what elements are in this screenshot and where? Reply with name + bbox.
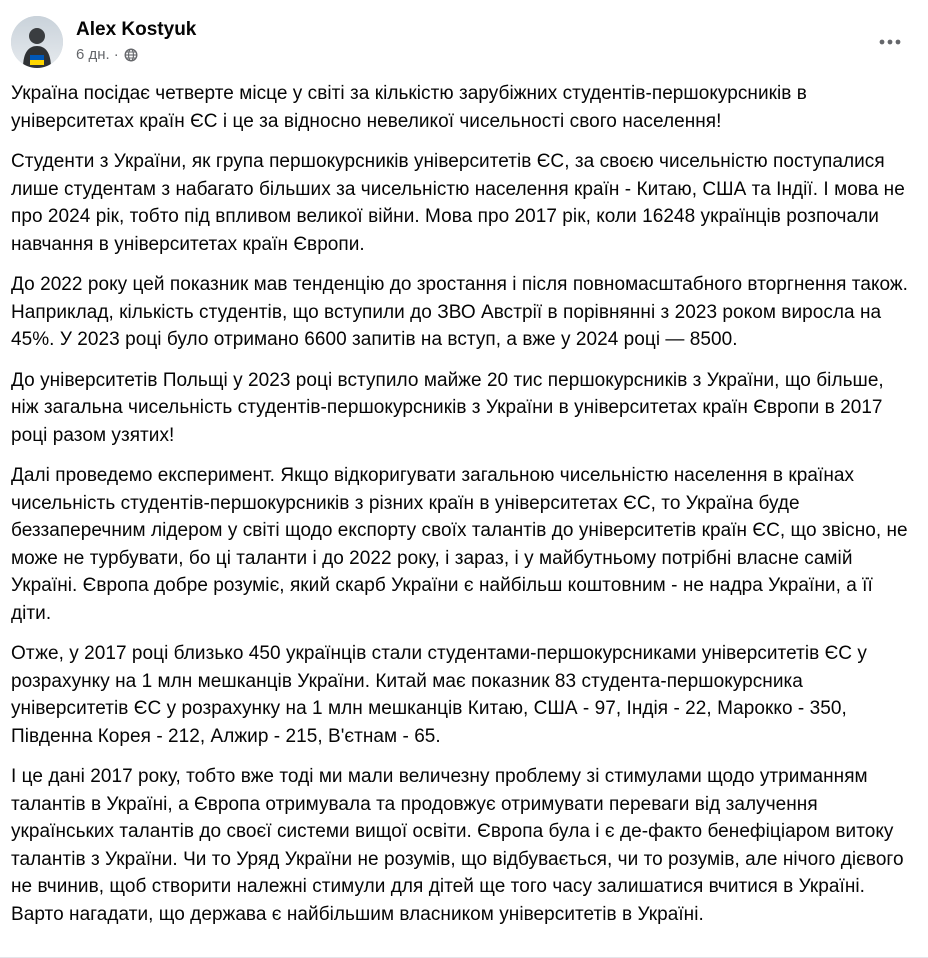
post-paragraph-6: Отже, у 2017 році близько 450 українців стали студентами-першокурсниками університетів ЄС у розрахунку на 1 млн мешканців України. Китай має показник 83 студента-першокурсника університетів ЄС у розрахунку на 1 млн мешканців Китаю, США - 97, Індія - 22, Марокко - 350, Південна Корея - 212, Алжир - 215, В'єтнам - 65. xyxy=(11,643,867,747)
author-avatar[interactable] xyxy=(11,16,63,68)
author-name[interactable]: Alex Kostyuk xyxy=(76,19,197,40)
post-paragraph-2: Студенти з України, як група першокурсників університетів ЄС, за своєю чисельністю поступалися лише студентам з набагато більших за чисельністю населення країн - Китаю, США та Індії. І мова не про 2024 рік, тобто під впливом великої війни. Мова про 2017 рік, коли 16248 українців розпочали навчання в університетах країн Європи. xyxy=(11,151,905,255)
post-meta xyxy=(76,46,138,64)
post-text xyxy=(11,80,911,941)
more-horizontal-icon xyxy=(879,39,901,45)
post-timestamp[interactable]: 6 дн. xyxy=(76,46,110,63)
post-paragraph-4: До університетів Польщі у 2023 році вступило майже 20 тис першокурсників з України, що більше, ніж загальна чисельність студентів-першокурсників з України в університетах країн Європи в 2017 році разом узятих! xyxy=(11,369,884,446)
post-paragraph-1: Україна посідає четверте місце у світі за кількістю зарубіжних студентів-першокурсників в університетах країн ЄС і це за відносно невеликої чисельності свого населення! xyxy=(11,83,807,132)
post-header xyxy=(11,16,908,68)
avatar-photo xyxy=(11,16,63,68)
post-paragraph-3: До 2022 року цей показник мав тенденцію до зростання і після повномасштабного вторгнення також. Наприклад, кількість студентів, що вступили до ЗВО Австрії в порівнянні з 2023 роком виросла на 45%. У 2023 році було отримано 6600 запитів на вступ, а вже у 2024 році — 8500. xyxy=(11,274,909,350)
post-paragraph-7: І це дані 2017 року, тобто вже тоді ми мали величезну проблему зі стимулами щодо утриманням талантів в Україні, а Європа отримувала та продовжує отримувати переваги від залучення українських талантів до своєї системи вищої освіти. Європа була і є де-факто бенефіціаром витоку талантів з України. Чи то Уряд України не розумів, що відбувається, чи то розумів, але нічого дієвого не вчинив, щоб створити належні стимули для дітей ще того часу залишатися вчитися в Україні. Варто нагадати, що держава є найбільшим власником університетів в Україні. xyxy=(11,766,904,925)
meta-separator: · xyxy=(113,46,119,63)
more-options-button[interactable] xyxy=(872,24,908,60)
post-paragraph-5: Далі проведемо експеримент. Якщо відкоригувати загальною чисельністю населення в країнах чисельність студентів-першокурсників з різних країн в університетах ЄС, то Україна буде беззаперечним лідером у світі щодо експорту своїх талантів до університетів країн ЄС, що звісно, не може не турбувати, бо ці таланти і до 2022 року, і зараз, і у майбутньому потрібні власне самій Україні. Європа добре розуміє, який скарб України є найбільш коштовним - не надра України, а її діти. xyxy=(11,465,908,624)
globe-icon[interactable] xyxy=(124,48,138,62)
